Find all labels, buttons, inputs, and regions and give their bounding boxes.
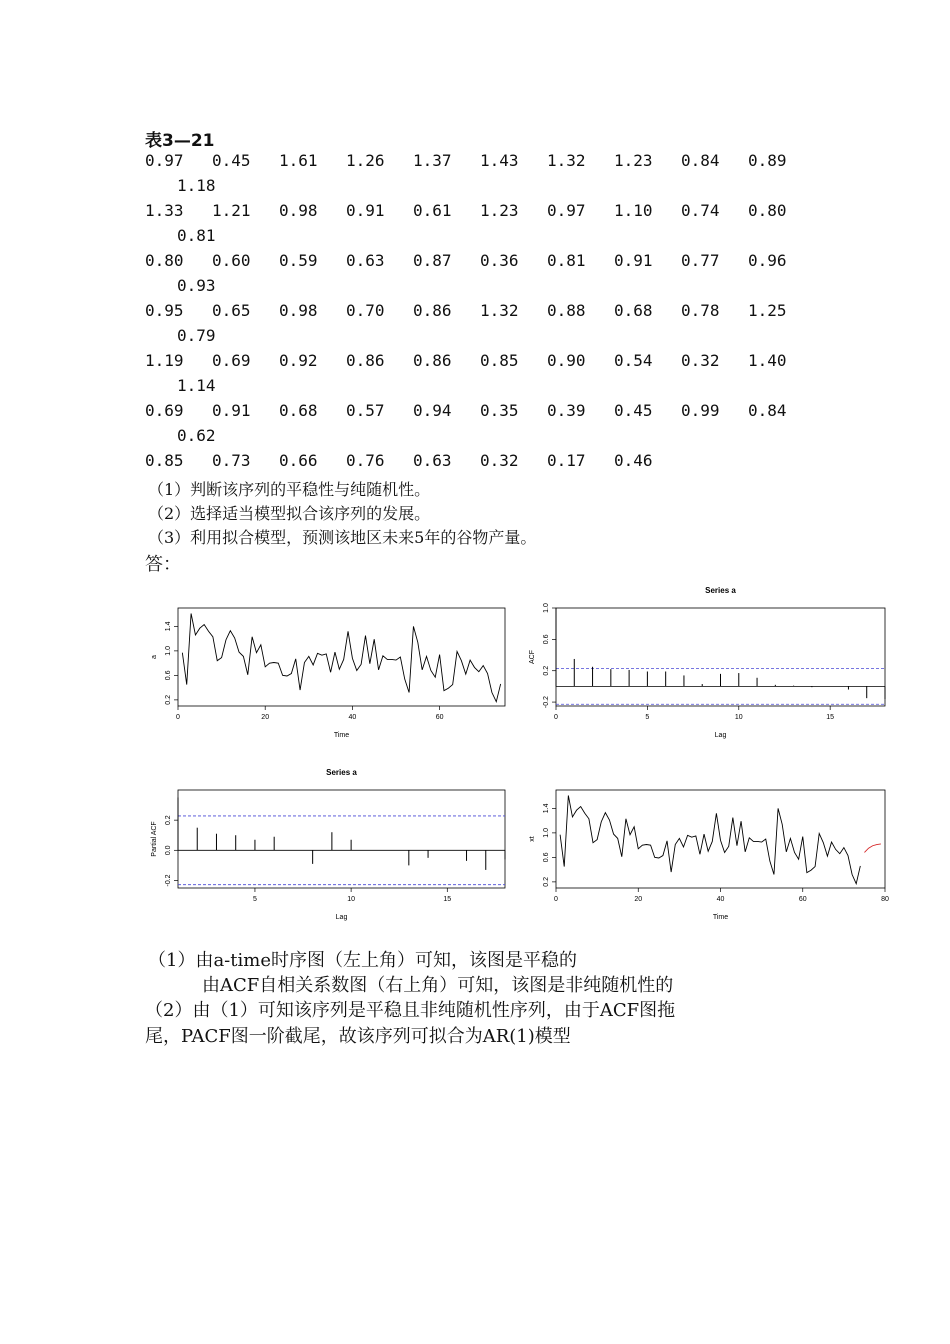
- table-cell: 0.91: [346, 201, 385, 220]
- y-tick-label: 0.6: [543, 852, 550, 863]
- table-cell: 1.43: [480, 151, 519, 170]
- x-tick-label: 0: [176, 714, 180, 721]
- pacf-plot: [140, 762, 520, 932]
- x-axis-label: Time: [333, 732, 350, 739]
- table-cell: 1.32: [547, 151, 586, 170]
- table-cell: 0.57: [346, 401, 385, 420]
- table-cell: 0.80: [145, 251, 184, 270]
- table-cell: 0.97: [145, 151, 184, 170]
- table-cell: 0.69: [145, 401, 184, 420]
- y-tick-label: 0.2: [165, 695, 172, 705]
- table-cell: 0.60: [212, 251, 251, 270]
- table-cell: 0.45: [212, 151, 251, 170]
- series-line: [864, 844, 880, 853]
- question-1: （1）判断该序列的平稳性与纯随机性。: [148, 480, 431, 499]
- forecast-plot: [520, 762, 900, 932]
- series-line: [182, 614, 500, 702]
- y-tick-label: 1.4: [165, 621, 172, 632]
- table-cell: 1.33: [145, 201, 184, 220]
- table-cell: 0.73: [212, 451, 251, 470]
- table-cell: 0.94: [413, 401, 452, 420]
- table-cell: 1.21: [212, 201, 251, 220]
- table-cell: 0.32: [480, 451, 519, 470]
- table-cell: 0.86: [413, 351, 452, 370]
- table-cell: 1.25: [748, 301, 787, 320]
- x-tick-label: 20: [634, 896, 643, 903]
- table-cell: 0.62: [177, 426, 216, 445]
- table-cell: 0.63: [346, 251, 385, 270]
- table-cell: 1.37: [413, 151, 452, 170]
- x-tick-label: 40: [348, 714, 357, 721]
- y-tick-label: 0.2: [543, 877, 550, 887]
- y-tick-label: 0.6: [165, 670, 172, 681]
- table-cell: 0.81: [177, 226, 216, 245]
- answer-line-4: 尾，PACF图一阶截尾，故该序列可拟合为AR(1)模型: [145, 1026, 571, 1047]
- x-tick-label: 15: [443, 896, 452, 903]
- table-cell: 0.68: [279, 401, 318, 420]
- table-cell: 0.98: [279, 201, 318, 220]
- x-tick-label: 0: [554, 896, 558, 903]
- x-tick-label: 5: [645, 714, 650, 721]
- x-tick-label: 10: [347, 896, 356, 903]
- y-tick-label: 0.0: [165, 845, 172, 856]
- table-cell: 1.10: [614, 201, 653, 220]
- y-tick-label: 0.6: [543, 634, 550, 645]
- table-cell: 0.84: [681, 151, 720, 170]
- table-cell: 0.79: [177, 326, 216, 345]
- x-tick-label: 40: [716, 896, 725, 903]
- x-tick-label: 60: [798, 896, 807, 903]
- x-tick-label: 60: [435, 714, 444, 721]
- time-series-plot: [140, 580, 520, 750]
- y-tick-label: 0.2: [543, 665, 550, 676]
- table-cell: 0.85: [480, 351, 519, 370]
- table-cell: 0.90: [547, 351, 586, 370]
- x-tick-label: 10: [734, 714, 743, 721]
- table-cell: 0.70: [346, 301, 385, 320]
- table-cell: 0.36: [480, 251, 519, 270]
- table-cell: 0.92: [279, 351, 318, 370]
- question-2: （2）选择适当模型拟合该序列的发展。: [148, 504, 431, 523]
- table-cell: 0.68: [614, 301, 653, 320]
- table-cell: 1.40: [748, 351, 787, 370]
- table-cell: 0.65: [212, 301, 251, 320]
- table-cell: 0.54: [614, 351, 653, 370]
- table-cell: 0.86: [413, 301, 452, 320]
- table-cell: 1.19: [145, 351, 184, 370]
- y-tick-label: 1.0: [543, 603, 550, 613]
- x-tick-label: 5: [252, 896, 257, 903]
- table-cell: 0.91: [614, 251, 653, 270]
- table-cell: 0.76: [346, 451, 385, 470]
- plot-frame: [556, 608, 885, 706]
- plot-frame: [178, 790, 505, 888]
- answer-line-2: 由ACF自相关系数图（右上角）可知，该图是非纯随机性的: [202, 975, 674, 996]
- table-cell: 0.89: [748, 151, 787, 170]
- table-cell: 0.85: [145, 451, 184, 470]
- y-tick-label: -0.2: [165, 874, 172, 887]
- x-axis-label: Time: [712, 914, 729, 921]
- table-cell: 0.63: [413, 451, 452, 470]
- table-cell: 1.61: [279, 151, 318, 170]
- table-cell: 0.66: [279, 451, 318, 470]
- table-cell: 0.17: [547, 451, 586, 470]
- question-3: （3）利用拟合模型，预测该地区未来5年的谷物产量。: [148, 528, 537, 547]
- table-cell: 0.45: [614, 401, 653, 420]
- table-cell: 0.95: [145, 301, 184, 320]
- series-line: [560, 796, 860, 884]
- x-axis-label: Lag: [335, 914, 348, 921]
- y-tick-label: -0.2: [543, 696, 550, 709]
- answer-line-3: （2）由（1）可知该序列是平稳且非纯随机性序列，由于ACF图拖: [145, 1000, 676, 1021]
- table-cell: 1.23: [614, 151, 653, 170]
- y-axis-label: ACF: [529, 650, 536, 664]
- table-cell: 0.59: [279, 251, 318, 270]
- y-tick-label: 1.0: [165, 646, 172, 656]
- table-cell: 0.74: [681, 201, 720, 220]
- table-cell: 0.91: [212, 401, 251, 420]
- x-tick-label: 0: [554, 714, 558, 721]
- x-tick-label: 80: [881, 896, 889, 903]
- y-tick-label: 1.4: [543, 803, 550, 814]
- table-cell: 1.32: [480, 301, 519, 320]
- table-cell: 0.86: [346, 351, 385, 370]
- table-cell: 0.84: [748, 401, 787, 420]
- y-axis-label: xt: [529, 836, 536, 842]
- y-tick-label: 0.2: [165, 815, 172, 826]
- table-cell: 0.32: [681, 351, 720, 370]
- x-tick-label: 20: [261, 714, 270, 721]
- table-cell: 0.39: [547, 401, 586, 420]
- x-tick-label: 15: [826, 714, 835, 721]
- table-cell: 1.23: [480, 201, 519, 220]
- table-cell: 0.35: [480, 401, 519, 420]
- y-tick-label: 1.0: [543, 828, 550, 838]
- table-cell: 0.80: [748, 201, 787, 220]
- answer-label: 答：: [145, 554, 181, 575]
- table-cell: 0.46: [614, 451, 653, 470]
- table-cell: 0.77: [681, 251, 720, 270]
- table-cell: 0.87: [413, 251, 452, 270]
- y-axis-label: a: [151, 655, 158, 659]
- table-cell: 0.88: [547, 301, 586, 320]
- table-cell: 1.14: [177, 376, 216, 395]
- table-cell: 0.81: [547, 251, 586, 270]
- table-cell: 0.93: [177, 276, 216, 295]
- table-cell: 1.26: [346, 151, 385, 170]
- table-cell: 0.99: [681, 401, 720, 420]
- table-cell: 0.61: [413, 201, 452, 220]
- table-cell: 0.69: [212, 351, 251, 370]
- chart-title: Series a: [705, 586, 736, 595]
- table-title: 表3—21: [145, 131, 215, 151]
- answer-line-1: （1）由a-time时序图（左上角）可知，该图是平稳的: [148, 950, 577, 971]
- y-axis-label: Partial ACF: [151, 821, 158, 857]
- table-cell: 0.96: [748, 251, 787, 270]
- chart-title: Series a: [326, 768, 357, 777]
- x-axis-label: Lag: [714, 732, 727, 739]
- table-cell: 0.78: [681, 301, 720, 320]
- table-cell: 0.98: [279, 301, 318, 320]
- table-cell: 1.18: [177, 176, 216, 195]
- table-cell: 0.97: [547, 201, 586, 220]
- acf-plot: [520, 580, 900, 750]
